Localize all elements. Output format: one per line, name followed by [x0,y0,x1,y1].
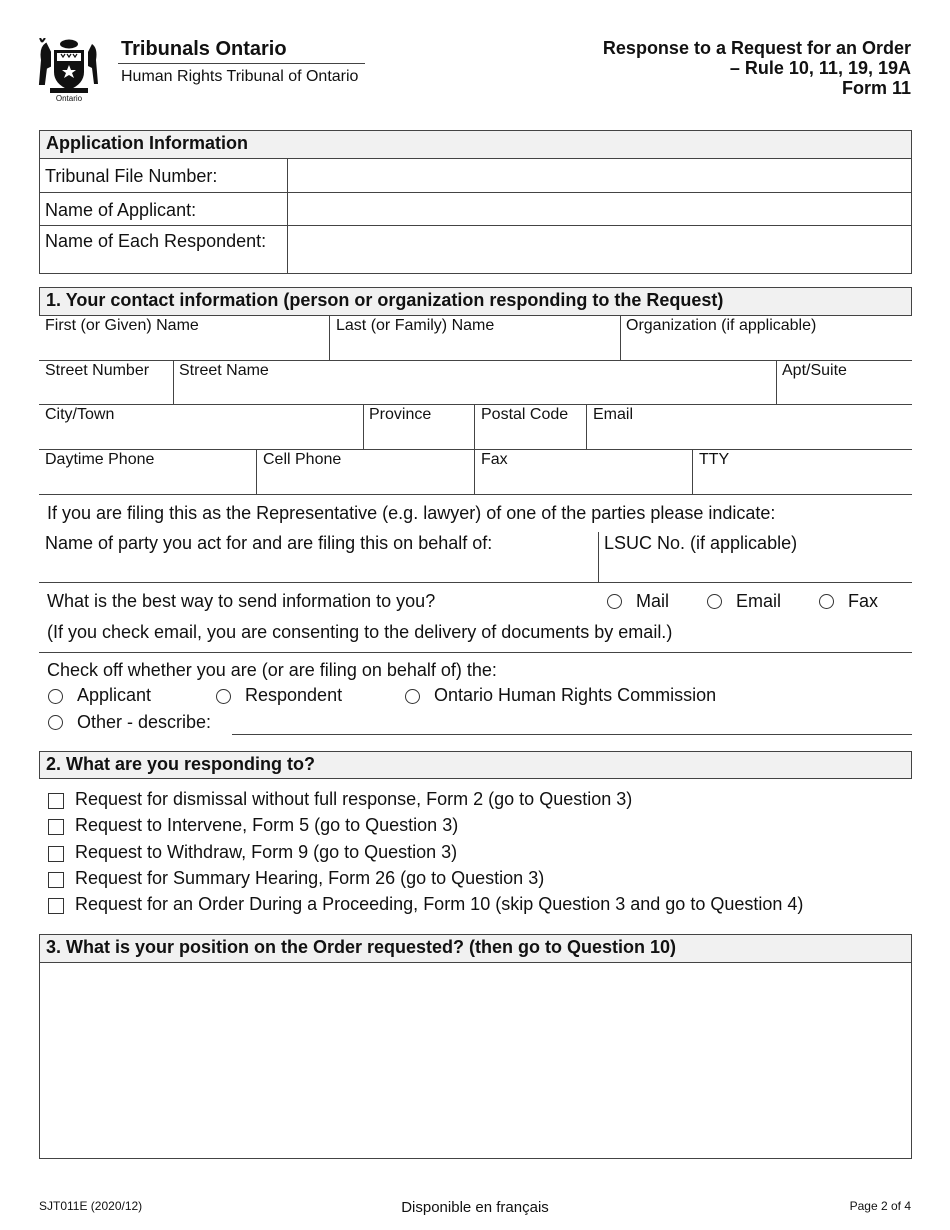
form-title [603,38,911,98]
checkbox-withdraw-label: Request to Withdraw, Form 9 (go to Question 3) [75,842,458,862]
street-number-input[interactable] [40,381,172,403]
street-number-label: Street Number [45,362,150,379]
checkbox-intervene[interactable] [48,819,64,835]
other-describe-input[interactable] [232,712,912,735]
city-label: City/Town [45,406,115,423]
ontario-coat-of-arms-icon [36,38,102,96]
role-question: Check off whether you are (or are filing on behalf of) the: [47,660,497,680]
cell-phone-input[interactable] [258,470,473,493]
checkbox-order-during-proceeding-label: Request for an Order During a Proceeding, Form 10 (skip Question 3 and go to Question 4) [75,894,804,914]
row-divider [39,360,912,361]
representative-intro: If you are filing this as the Representative (e.g. lawyer) of one of the parties please indicate: [47,503,776,523]
checkbox-dismissal[interactable] [48,793,64,809]
french-availability: Disponible en français [401,1199,549,1216]
party-name-label: Name of party you act for and are filing this on behalf of: [45,533,493,553]
checkbox-dismissal-label: Request for dismissal without full response, Form 2 (go to Question 3) [75,789,633,809]
file-number-input[interactable] [290,160,909,190]
first-name-label: First (or Given) Name [45,317,199,334]
section3-heading: 3. What is your position on the Order requested? (then go to Question 10) [39,934,912,963]
row-divider [39,225,912,226]
radio-email-label: Email [736,591,782,611]
email-input[interactable] [588,425,911,448]
column-divider [474,449,475,494]
row-divider [39,192,912,193]
lsuc-input[interactable] [600,556,911,581]
section2-heading: 2. What are you responding to? [39,751,912,779]
ontario-logo [36,38,102,104]
form-title-line2: – Rule 10, 11, 19, 19A [729,58,911,78]
last-name-label: Last (or Family) Name [336,317,495,334]
cell-phone-label: Cell Phone [263,451,342,468]
applicant-input[interactable] [290,194,909,223]
street-name-input[interactable] [175,381,775,403]
city-input[interactable] [40,425,362,448]
radio-respondent[interactable] [216,689,231,704]
checkbox-withdraw[interactable] [48,846,64,862]
header-divider [118,63,365,64]
fax-input[interactable] [476,470,691,493]
daytime-phone-label: Daytime Phone [45,451,155,468]
section1-heading: 1. Your contact information (person or organization responding to the Request) [39,287,912,316]
postal-code-input[interactable] [476,425,585,448]
street-name-label: Street Name [179,362,269,379]
row-divider [39,449,912,450]
row-divider [39,652,912,653]
organization-label: Organization (if applicable) [626,317,817,334]
column-divider [173,360,174,405]
column-divider [256,449,257,494]
applicant-label: Name of Applicant: [45,200,197,220]
radio-fax[interactable] [819,594,834,609]
column-divider [363,404,364,449]
row-divider [39,158,912,159]
respondents-input[interactable] [290,227,909,272]
email-label: Email [593,406,634,423]
tribunal-name: Human Rights Tribunal of Ontario [121,68,359,85]
logo-caption: Ontario [55,94,83,103]
radio-fax-label: Fax [848,591,879,611]
column-divider [586,404,587,449]
radio-commission[interactable] [405,689,420,704]
column-divider [474,404,475,449]
column-divider [287,158,288,274]
form-title-line3: Form 11 [841,78,911,98]
first-name-input[interactable] [40,336,328,359]
radio-email[interactable] [707,594,722,609]
column-divider [620,316,621,360]
daytime-phone-input[interactable] [40,470,255,493]
file-number-label: Tribunal File Number: [45,166,218,186]
send-method-question: What is the best way to send information to you? [47,591,436,611]
radio-applicant[interactable] [48,689,63,704]
province-label: Province [369,406,432,423]
radio-respondent-label: Respondent [245,685,343,705]
checkbox-summary-hearing-label: Request for Summary Hearing, Form 26 (go to Question 3) [75,868,545,888]
lsuc-label: LSUC No. (if applicable) [604,533,798,553]
radio-other-label: Other - describe: [77,712,212,732]
org-name: Tribunals Ontario [121,38,287,60]
organization-input[interactable] [622,336,911,359]
checkbox-summary-hearing[interactable] [48,872,64,888]
application-info-heading: Application Information [40,131,911,158]
radio-mail-label: Mail [636,591,670,611]
form-title-line1: Response to a Request for an Order [602,38,911,58]
respondents-label: Name of Each Respondent: [45,231,267,251]
position-answer-input[interactable] [41,964,910,1157]
page-number: Page 2 of 4 [849,1199,911,1213]
tty-input[interactable] [694,470,911,493]
radio-applicant-label: Applicant [77,685,152,705]
last-name-input[interactable] [331,336,619,359]
column-divider [776,360,777,405]
column-divider [329,316,330,360]
row-divider [39,494,912,495]
province-input[interactable] [365,425,473,448]
radio-other[interactable] [48,715,63,730]
radio-commission-label: Ontario Human Rights Commission [434,685,717,705]
form-code: SJT011E (2020/12) [39,1199,143,1213]
tty-label: TTY [699,451,730,468]
apt-suite-label: Apt/Suite [782,362,847,379]
row-divider [39,404,912,405]
checkbox-order-during-proceeding[interactable] [48,898,64,914]
postal-code-label: Postal Code [481,406,569,423]
email-consent-note: (If you check email, you are consenting to the delivery of documents by email.) [47,622,673,642]
radio-mail[interactable] [607,594,622,609]
party-name-input[interactable] [40,556,596,581]
checkbox-intervene-label: Request to Intervene, Form 5 (go to Question 3) [75,815,459,835]
fax-label: Fax [481,451,508,468]
apt-suite-input[interactable] [778,381,911,403]
column-divider [692,449,693,494]
row-divider [39,582,912,583]
column-divider [598,532,599,583]
